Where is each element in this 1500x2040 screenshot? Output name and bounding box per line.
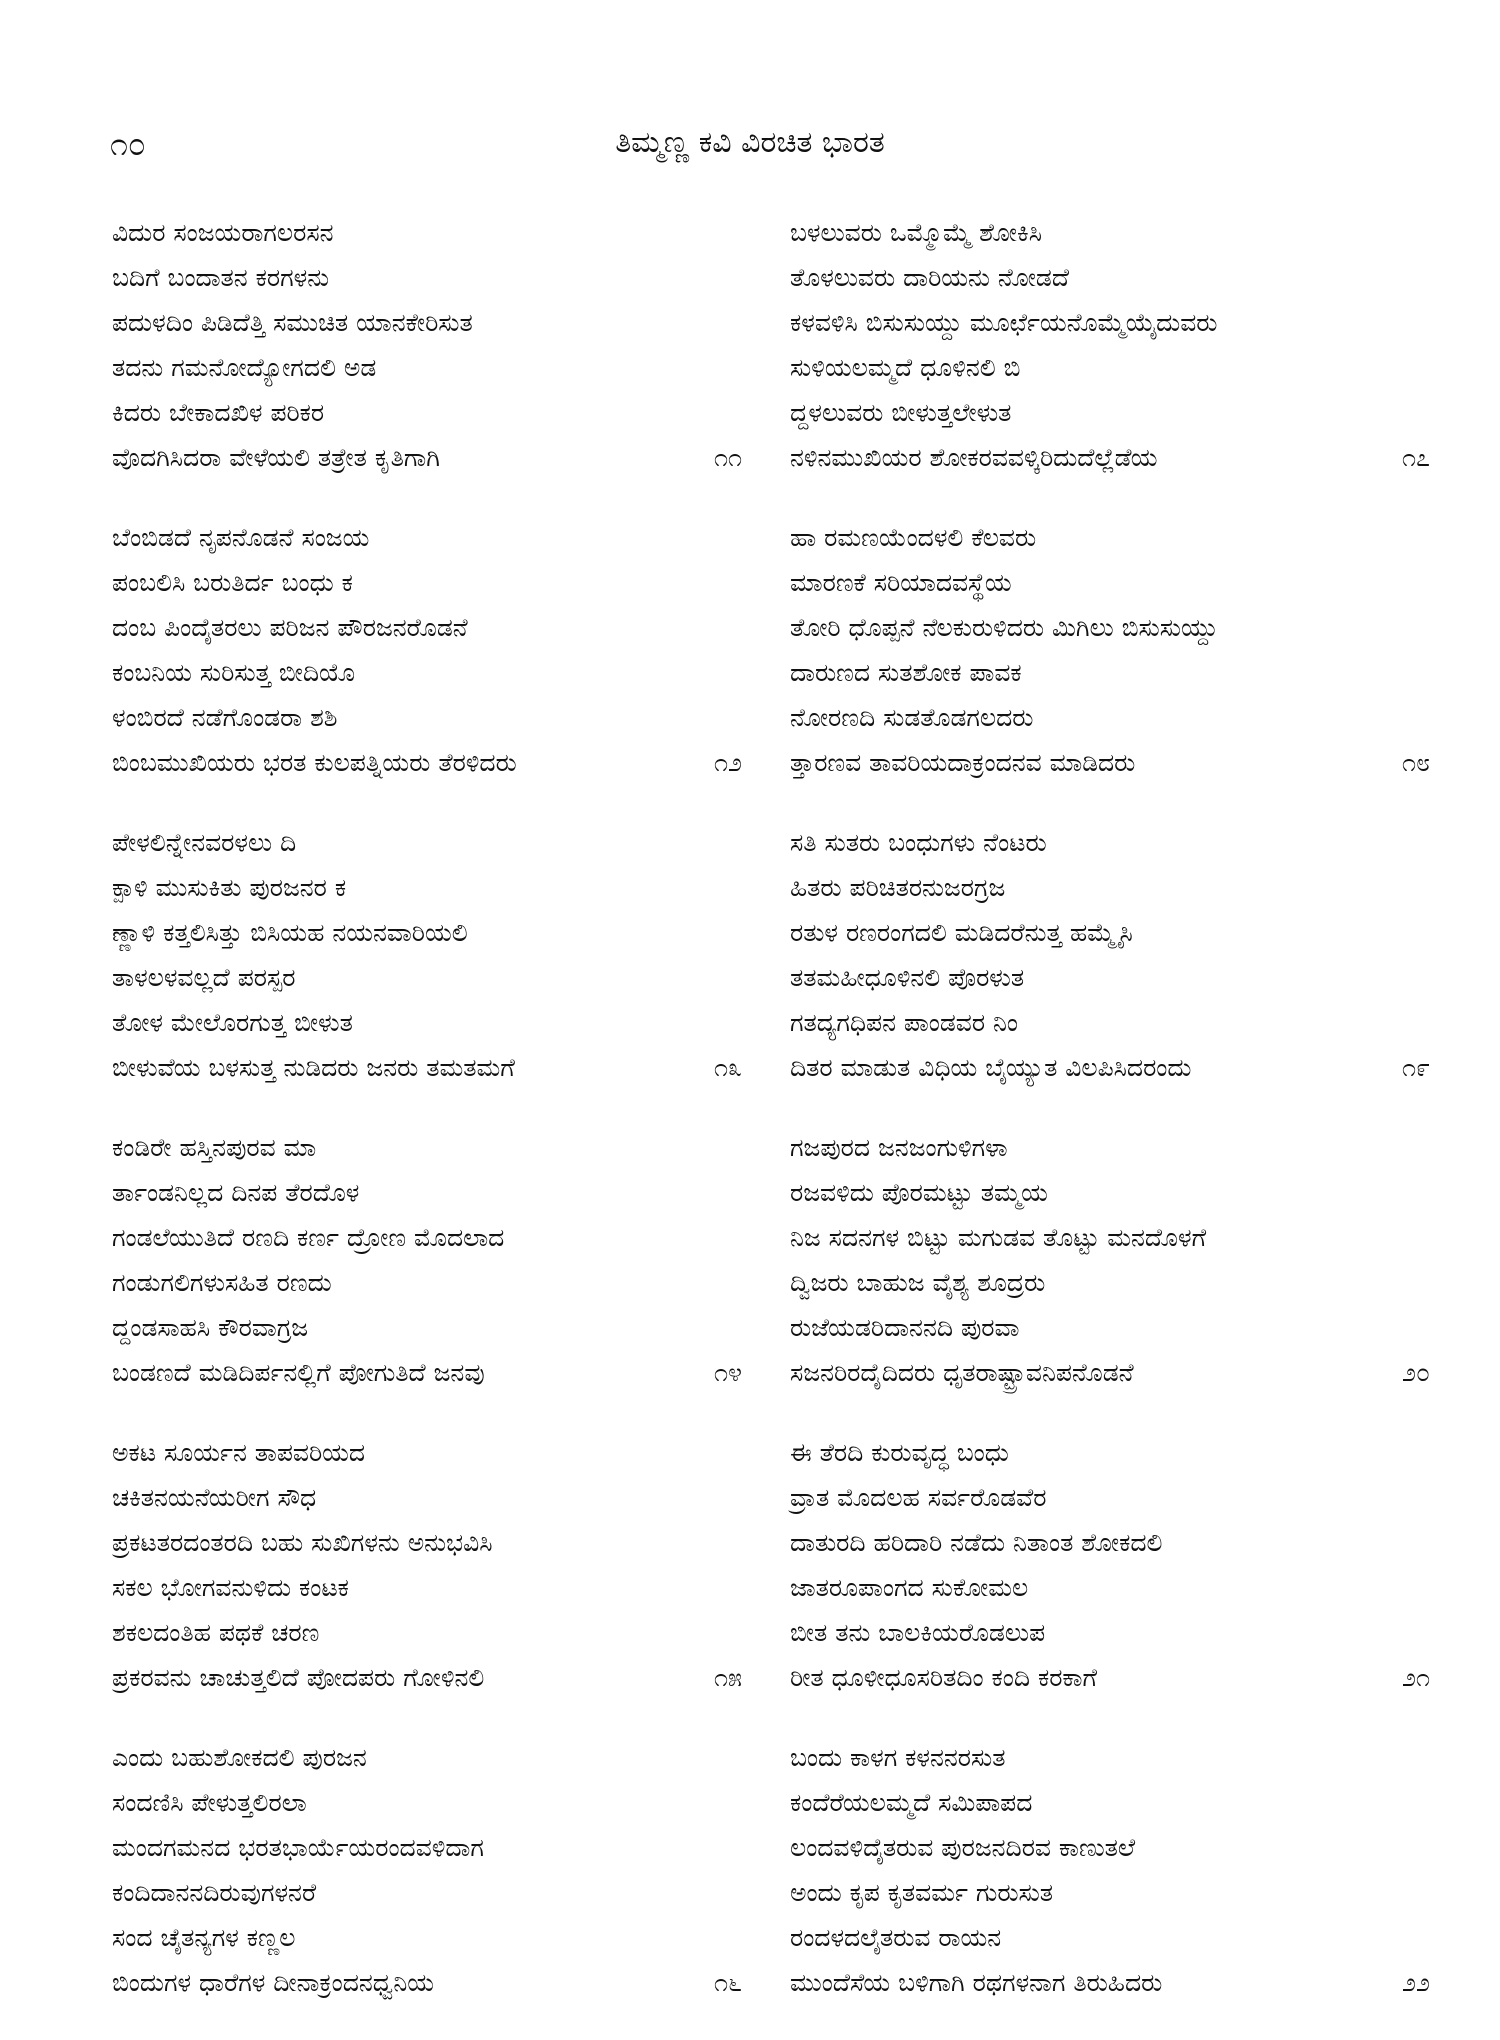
verse-line xyxy=(790,1780,1430,1825)
verse-number: ೧೧ xyxy=(713,443,742,472)
verse-number: ೧೨ xyxy=(713,748,742,777)
verse-text: ಬಂಡಣದೆ ಮಡಿದಿರ್ಪನಲ್ಲಿಗೆ ಪೋಗುತಿದೆ ಜನವು xyxy=(112,1358,485,1387)
verse-text: ಳಂಬಿರದೆ ನಡೆಗೊಂಡರಾ ಶಶಿ xyxy=(112,703,338,732)
verse-text: ತದನು ಗಮನೋದ್ಯೋಗದಲಿ ಅಡ xyxy=(112,353,377,382)
verse-line xyxy=(790,210,1430,255)
verse-line xyxy=(112,820,742,865)
verse-text: ದ್ದಂಡಸಾಹಸಿ ಕೌರವಾಗ್ರಜ xyxy=(112,1313,309,1342)
verse-text: ಲಂದವಳಿದೈತರುವ ಪುರಜನದಿರವ ಕಾಣುತಲೆ xyxy=(790,1833,1136,1862)
verse-text: ಣ್ಣಾಳಿ ಕತ್ತಲಿಸಿತ್ತು ಬಿಸಿಯಹ ನಯನವಾರಿಯಲಿ xyxy=(112,918,468,947)
verse-line xyxy=(112,1125,742,1170)
verse-line xyxy=(790,1170,1430,1215)
verse-line xyxy=(112,1960,742,2005)
verse-line xyxy=(112,210,742,255)
verse-line xyxy=(790,1870,1430,1915)
verse-text: ಕಂಡಿರೇ ಹಸ್ತಿನಪುರವ ಮಾ xyxy=(112,1133,317,1162)
verse-text: ಸಕಲ ಭೋಗವನುಳಿದು ಕಂಟಕ xyxy=(112,1573,349,1602)
verse-text: ಪಂಬಲಿಸಿ ಬರುತಿರ್ದ ಬಂಧು ಕ xyxy=(112,568,353,597)
verse-stanza xyxy=(790,1735,1430,2005)
verse-text: ತತಮಹೀಧೂಳಿನಲಿ ಪೊರಳುತ xyxy=(790,963,1025,992)
verse-text: ಸಜನರಿರದೈದಿದರು ಧೃತರಾಷ್ಟ್ರಾವನಿಪನೊಡನೆ xyxy=(790,1358,1134,1387)
running-title: ತಿಮ್ಮಣ್ಣ ಕವಿ ವಿರಚಿತ ಭಾರತ xyxy=(615,125,885,160)
verse-number: ೧೩ xyxy=(713,1053,742,1082)
verse-line xyxy=(112,605,742,650)
verse-line xyxy=(112,1000,742,1045)
verse-text: ವೊದಗಿಸಿದರಾ ವೇಳೆಯಲಿ ತತ್ರೇತ ಕೃತಿಗಾಗಿ xyxy=(112,443,440,472)
verse-stanza xyxy=(112,1430,742,1700)
verse-line xyxy=(790,1260,1430,1305)
verse-line xyxy=(790,1430,1430,1475)
right-column xyxy=(790,210,1430,2040)
verse-stanza xyxy=(112,820,742,1090)
verse-line xyxy=(790,865,1430,910)
verse-text: ಕಳವಳಿಸಿ ಬಿಸುಸುಯ್ದು ಮೂರ್ಛೆಯನೊಮ್ಮೆಯೈದುವರು xyxy=(790,308,1218,337)
verse-text: ಪೇಳಲಿನ್ನೇನವರಳಲು ದಿ xyxy=(112,828,297,857)
verse-line xyxy=(112,740,742,785)
verse-text: ಎಂದು ಬಹುಶೋಕದಲಿ ಪುರಜನ xyxy=(112,1743,367,1772)
verse-line xyxy=(790,605,1430,650)
verse-text: ಬಂದು ಕಾಳಗ ಕಳನನರಸುತ xyxy=(790,1743,1006,1772)
verse-line xyxy=(112,1215,742,1260)
verse-text: ಬಳಲುವರು ಒಮ್ಮೊಮ್ಮೆ ಶೋಕಿಸಿ xyxy=(790,218,1042,247)
verse-line xyxy=(790,1350,1430,1395)
verse-number: ೨೦ xyxy=(1401,1358,1430,1387)
verse-number: ೧೯ xyxy=(1401,1053,1430,1082)
verse-line xyxy=(112,1350,742,1395)
verse-line xyxy=(790,910,1430,955)
verse-line xyxy=(790,1520,1430,1565)
verse-line xyxy=(790,740,1430,785)
verse-stanza xyxy=(790,1125,1430,1395)
verse-line xyxy=(790,1045,1430,1090)
verse-text: ಪದುಳದಿಂ ಪಿಡಿದೆತ್ತಿ ಸಮುಚಿತ ಯಾನಕೇರಿಸುತ xyxy=(112,308,473,337)
verse-text: ಮಂದಗಮನದ ಭರತಭಾರ್ಯೆಯರಂದವಳಿದಾಗ xyxy=(112,1833,484,1862)
verse-text: ವ್ರಾತ ಮೊದಲಹ ಸರ್ವರೊಡವೆರ xyxy=(790,1483,1047,1512)
verse-text: ತೋರಿ ಧೊಪ್ಪನೆ ನೆಲಕುರುಳಿದರು ಮಿಗಿಲು ಬಿಸುಸುಯ್ದು xyxy=(790,613,1218,642)
verse-stanza xyxy=(790,820,1430,1090)
verse-line xyxy=(112,1260,742,1305)
verse-line xyxy=(790,390,1430,435)
verse-text: ತಾಳಲಳವಲ್ಲದೆ ಪರಸ್ಪರ xyxy=(112,963,296,992)
verse-line xyxy=(790,435,1430,480)
verse-line xyxy=(112,1520,742,1565)
verse-text: ಬಿಂಬಮುಖಿಯರು ಭರತ ಕುಲಪತ್ನಿಯರು ತೆರಳಿದರು xyxy=(112,748,517,777)
verse-line xyxy=(112,1735,742,1780)
verse-line xyxy=(790,1655,1430,1700)
verse-line xyxy=(790,1825,1430,1870)
verse-line xyxy=(790,1915,1430,1960)
verse-text: ಬಿಂದುಗಳ ಧಾರೆಗಳ ದೀನಾಕ್ರಂದನಧ್ವನಿಯ xyxy=(112,1968,435,1997)
verse-text: ಜಾತರೂಪಾಂಗದ ಸುಕೋಮಲ xyxy=(790,1573,1029,1602)
verse-line xyxy=(790,820,1430,865)
page-number: ೧೦ xyxy=(110,125,146,163)
verse-line xyxy=(112,1565,742,1610)
verse-text: ಬೀಳುವೆಯ ಬಳಸುತ್ತ ನುಡಿದರು ಜನರು ತಮತಮಗೆ xyxy=(112,1053,515,1082)
verse-line xyxy=(790,1610,1430,1655)
verse-line xyxy=(790,1960,1430,2005)
page-header xyxy=(0,125,1500,175)
verse-text: ಕಂದಿದಾನನದಿರುವುಗಳನರೆ xyxy=(112,1878,317,1907)
verse-text: ಗಂಡಲೆಯುತಿದೆ ರಣದಿ ಕರ್ಣ ದ್ರೋಣ ಮೊದಲಾದ xyxy=(112,1223,505,1252)
verse-line xyxy=(112,1870,742,1915)
verse-text: ಸಂದ ಚೈತನ್ಯಗಳ ಕಣ್ಣಲ xyxy=(112,1923,296,1952)
verse-text: ಅಂದು ಕೃಪ ಕೃತವರ್ಮ ಗುರುಸುತ xyxy=(790,1878,1054,1907)
verse-line xyxy=(790,1735,1430,1780)
verse-text: ರತುಳ ರಣರಂಗದಲಿ ಮಡಿದರೆನುತ್ತ ಹಮ್ಮೈಸಿ xyxy=(790,918,1133,947)
verse-text: ದ್ದಳಲುವರು ಬೀಳುತ್ತಲೇಳುತ xyxy=(790,398,1012,427)
verse-line xyxy=(112,695,742,740)
verse-text: ದಂಬ ಪಿಂದೈತರಲು ಪರಿಜನ ಪೌರಜನರೊಡನೆ xyxy=(112,613,468,642)
verse-text: ಪ್ರಕರವನು ಚಾಚುತ್ತಲಿದೆ ಪೋದಪರು ಗೋಳಿನಲಿ xyxy=(112,1663,485,1692)
verse-text: ಮುಂದೆಸೆಯ ಬಳಿಗಾಗಿ ರಥಗಳನಾಗ ತಿರುಹಿದರು xyxy=(790,1968,1163,1997)
verse-line xyxy=(790,1475,1430,1520)
verse-text: ಬೆಂಬಿಡದೆ ನೃಪನೊಡನೆ ಸಂಜಯ xyxy=(112,523,370,552)
verse-text: ನೋರಣದಿ ಸುಡತೊಡಗಲದರು xyxy=(790,703,1034,732)
verse-stanza xyxy=(790,1430,1430,1700)
verse-text: ತೋಳ ಮೇಲೊರಗುತ್ತ ಬೀಳುತ xyxy=(112,1008,353,1037)
verse-line xyxy=(790,1000,1430,1045)
verse-line xyxy=(112,435,742,480)
verse-text: ಶಕಲದಂತಿಹ ಪಥಕೆ ಚರಣ xyxy=(112,1618,320,1647)
verse-line xyxy=(790,560,1430,605)
verse-text: ಗತದ್ಯಗಧಿಪನ ಪಾಂಡವರ ನಿಂ xyxy=(790,1008,1018,1037)
verse-stanza xyxy=(790,515,1430,785)
verse-text: ರೀತ ಧೂಳೀಧೂಸರಿತದಿಂ ಕಂದಿ ಕರಕಾಗೆ xyxy=(790,1663,1098,1692)
verse-stanza xyxy=(112,1735,742,2005)
verse-line xyxy=(112,390,742,435)
verse-line xyxy=(112,300,742,345)
verse-line xyxy=(112,255,742,300)
verse-text: ಪ್ರಕಟತರದಂತರದಿ ಬಹು ಸುಖಿಗಳನು ಅನುಭವಿಸಿ xyxy=(112,1528,493,1557)
verse-line xyxy=(790,345,1430,390)
verse-text: ಗಂಡುಗಲಿಗಳುಸಹಿತ ರಣದು xyxy=(112,1268,332,1297)
verse-text: ಹಿತರು ಪರಿಚಿತರನುಜರಗ್ರಜ xyxy=(790,873,1006,902)
verse-line xyxy=(112,1475,742,1520)
verse-text: ನಿಜ ಸದನಗಳ ಬಿಟ್ಟು ಮಗುಡವ ತೊಟ್ಟು ಮನದೊಳಗೆ xyxy=(790,1223,1207,1252)
verse-line xyxy=(112,1915,742,1960)
verse-text: ದ್ವಿಜರು ಬಾಹುಜ ವೈಶ್ಯ ಶೂದ್ರರು xyxy=(790,1268,1046,1297)
verse-text: ರ್ತಾಂಡನಿಲ್ಲದ ದಿನಪ ತೆರದೊಳ xyxy=(112,1178,360,1207)
verse-text: ಕಂಬನಿಯ ಸುರಿಸುತ್ತ ಬೀದಿಯೊ xyxy=(112,658,356,687)
verse-line xyxy=(112,910,742,955)
verse-text: ಚಕಿತನಯನೆಯರೀಗ ಸೌಧ xyxy=(112,1483,317,1512)
verse-text: ಬದಿಗೆ ಬಂದಾತನ ಕರಗಳನು xyxy=(112,263,330,292)
verse-text: ಬೀತ ತನು ಬಾಲಕಿಯರೊಡಲುಪ xyxy=(790,1618,1046,1647)
verse-text: ಸುಳಿಯಲಮ್ಮದೆ ಧೂಳಿನಲಿ ಬಿ xyxy=(790,353,1021,382)
verse-line xyxy=(790,1565,1430,1610)
verse-text: ಸಂದಣಿಸಿ ಪೇಳುತ್ತಲಿರಲಾ xyxy=(112,1788,307,1817)
verse-text: ತೊಳಲುವರು ದಾರಿಯನು ನೋಡದೆ xyxy=(790,263,1069,292)
verse-line xyxy=(112,1305,742,1350)
verse-line xyxy=(112,515,742,560)
verse-line xyxy=(112,560,742,605)
verse-text: ಗಜಪುರದ ಜನಜಂಗುಳಿಗಳಾ xyxy=(790,1133,1008,1162)
verse-text: ವಿದುರ ಸಂಜಯರಾಗಲರಸನ xyxy=(112,218,334,247)
verse-stanza xyxy=(790,210,1430,480)
verse-number: ೧೮ xyxy=(1401,748,1430,777)
verse-stanza xyxy=(112,210,742,480)
verse-line xyxy=(112,650,742,695)
verse-line xyxy=(790,1215,1430,1260)
verse-line xyxy=(112,865,742,910)
verse-line xyxy=(112,1430,742,1475)
verse-text: ದಾರುಣದ ಸುತಶೋಕ ಪಾವಕ xyxy=(790,658,1022,687)
verse-stanza xyxy=(112,515,742,785)
verse-line xyxy=(112,1610,742,1655)
verse-line xyxy=(790,650,1430,695)
verse-number: ೨೨ xyxy=(1401,1968,1430,1997)
verse-number: ೨೧ xyxy=(1401,1663,1430,1692)
verse-text: ದಿತರ ಮಾಡುತ ವಿಧಿಯ ಬೈಯ್ಯುತ ವಿಲಪಿಸಿದರಂದು xyxy=(790,1053,1192,1082)
verse-number: ೧೪ xyxy=(713,1358,742,1387)
left-column xyxy=(112,210,742,2040)
verse-line xyxy=(112,1045,742,1090)
verse-line xyxy=(790,695,1430,740)
verse-text: ಮಾರಣಕೆ ಸರಿಯಾದವಸ್ಥೆಯ xyxy=(790,568,1012,597)
verse-text: ಕಿದರು ಬೇಕಾದಖಿಳ ಪರಿಕರ xyxy=(112,398,325,427)
verse-text: ಅಕಟ ಸೂರ್ಯನ ತಾಪವರಿಯದ xyxy=(112,1438,366,1467)
verse-number: ೧೬ xyxy=(713,1968,742,1997)
verse-line xyxy=(790,1305,1430,1350)
verse-text: ನಳಿನಮುಖಿಯರ ಶೋಕರವವಳ್ಕಿರಿದುದೆಲ್ಲೆಡೆಯ xyxy=(790,443,1158,472)
verse-text: ಸತಿ ಸುತರು ಬಂಧುಗಳು ನೆಂಟರು xyxy=(790,828,1047,857)
verse-text: ಕ್ಪಾಳಿ ಮುಸುಕಿತು ಪುರಜನರ ಕ xyxy=(112,873,347,902)
verse-text: ಕಂದೆರೆಯಲಮ್ಮದೆ ಸಮಿಪಾಪದ xyxy=(790,1788,1033,1817)
verse-line xyxy=(790,1125,1430,1170)
verse-number: ೧೭ xyxy=(1401,443,1430,472)
verse-line xyxy=(790,300,1430,345)
verse-text: ರಜವಳಿದು ಪೊರಮಟ್ಟು ತಮ್ಮಯ xyxy=(790,1178,1048,1207)
verse-line xyxy=(112,1655,742,1700)
verse-text: ರುಜೆಯಡರಿದಾನನದಿ ಪುರವಾ xyxy=(790,1313,1020,1342)
verse-stanza xyxy=(112,1125,742,1395)
verse-text: ತ್ತಾರಣವ ತಾವರಿಯದಾಕ್ರಂದನವ ಮಾಡಿದರು xyxy=(790,748,1136,777)
verse-text: ದಾತುರದಿ ಹರಿದಾರಿ ನಡೆದು ನಿತಾಂತ ಶೋಕದಲಿ xyxy=(790,1528,1163,1557)
verse-text: ಹಾ ರಮಣಯೆಂದಳಲಿ ಕೆಲವರು xyxy=(790,523,1037,552)
verse-line xyxy=(790,255,1430,300)
verse-line xyxy=(112,1825,742,1870)
verse-line xyxy=(790,955,1430,1000)
verse-number: ೧೫ xyxy=(713,1663,742,1692)
verse-line xyxy=(112,345,742,390)
verse-line xyxy=(112,955,742,1000)
verse-line xyxy=(112,1170,742,1215)
verse-text: ರಂದಳದಲೈತರುವ ರಾಯನ xyxy=(790,1923,1002,1952)
verse-text: ಈ ತೆರದಿ ಕುರುವೃದ್ಧ ಬಂಧು xyxy=(790,1438,1009,1467)
verse-line xyxy=(112,1780,742,1825)
verse-line xyxy=(790,515,1430,560)
